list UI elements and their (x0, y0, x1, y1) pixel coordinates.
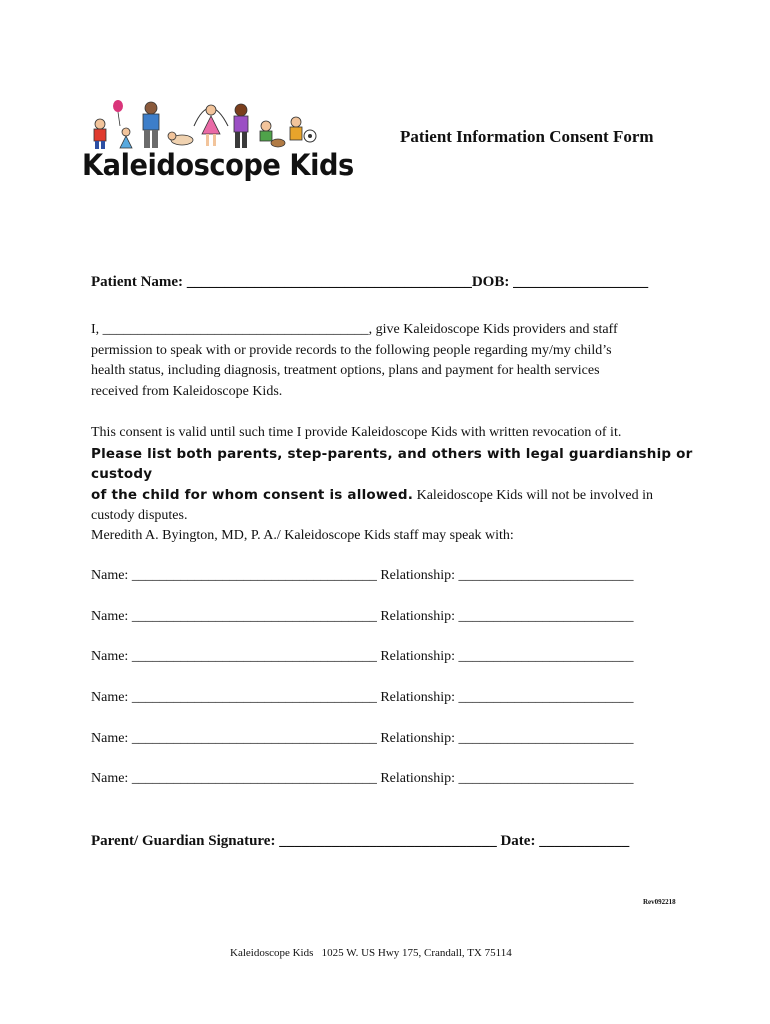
relationship-label: Relationship: (380, 609, 455, 624)
dob-field[interactable]: __________________ (513, 274, 649, 290)
dob-label: DOB: (471, 274, 510, 290)
contact-name-field[interactable]: ___________________________________ (131, 690, 377, 705)
contact-name-label: Name: (91, 568, 129, 583)
form-title: Patient Information Consent Form (400, 127, 654, 146)
patient-info-line (91, 274, 648, 291)
date-label: Date: (500, 833, 536, 849)
validity-line-4: custody disputes. (91, 508, 188, 523)
authorization-line-4: received from Kaleidoscope Kids. (91, 383, 283, 399)
contact-name-field[interactable]: ___________________________________ (131, 609, 377, 624)
validity-paragraph (91, 423, 701, 527)
contact-row-3 (91, 649, 634, 665)
date-field[interactable]: ____________ (539, 833, 630, 849)
kids-cartoon-icon (82, 96, 318, 152)
revision-code: Rev092218 (643, 898, 676, 906)
contact-row-6 (91, 771, 634, 787)
contact-name-label: Name: (91, 690, 129, 705)
relationship-label: Relationship: (380, 771, 455, 786)
contact-name-field[interactable]: ___________________________________ (131, 649, 377, 664)
validity-line-3 (91, 485, 701, 507)
relationship-field[interactable]: _________________________ (458, 649, 634, 664)
relationship-field[interactable]: _________________________ (458, 731, 634, 746)
signature-line (91, 833, 629, 850)
contact-row-1 (91, 568, 634, 584)
relationship-field[interactable]: _________________________ (458, 690, 634, 705)
contact-name-field[interactable]: ___________________________________ (131, 568, 377, 583)
contact-row-2 (91, 609, 634, 625)
authorization-line-3: health status, including diagnosis, treatment options, plans and payment for health services (91, 363, 600, 378)
patient-name-label: Patient Name: (91, 274, 184, 290)
authorization-line-1[interactable]: I, ______________________________________, give Kaleidoscope Kids providers and staff (91, 322, 618, 337)
contact-row-4 (91, 690, 634, 706)
signature-label: Parent/ Guardian Signature: (91, 833, 276, 849)
guardianship-instruction-1: Please list both parents, step-parents, and others with legal guardianship or custody (91, 445, 693, 482)
validity-line-1: This consent is valid until such time I provide Kaleidoscope Kids with written revocation of it. (91, 425, 622, 440)
footer-street-address: 1025 W. US Hwy 175, Crandall, TX 75114 (321, 947, 512, 959)
relationship-field[interactable]: _________________________ (458, 568, 634, 583)
contact-name-field[interactable]: ___________________________________ (131, 771, 377, 786)
authorization-paragraph (91, 320, 701, 402)
relationship-field[interactable]: _________________________ (458, 609, 634, 624)
relationship-field[interactable]: _________________________ (458, 771, 634, 786)
contact-name-field[interactable]: ___________________________________ (131, 731, 377, 746)
footer-address (230, 947, 512, 959)
custody-disclaimer: Kaleidoscope Kids will not be involved in (416, 487, 654, 503)
contact-name-label: Name: (91, 771, 129, 786)
signature-field[interactable]: _____________________________ (279, 833, 497, 849)
contact-name-label: Name: (91, 649, 129, 664)
guardianship-instruction-2: of the child for whom consent is allowed. (91, 486, 414, 503)
contact-row-5 (91, 731, 634, 747)
contact-name-label: Name: (91, 609, 129, 624)
relationship-label: Relationship: (380, 568, 455, 583)
footer-practice-name: Kaleidoscope Kids (230, 947, 314, 959)
relationship-label: Relationship: (380, 690, 455, 705)
relationship-label: Relationship: (380, 649, 455, 664)
patient-name-field[interactable]: ______________________________________ (186, 274, 472, 290)
logo-wordmark: Kaleidoscope Kids (82, 148, 354, 182)
relationship-label: Relationship: (380, 731, 455, 746)
authorization-line-2: permission to speak with or provide records to the following people regarding my/my child’s (91, 342, 612, 358)
kaleidoscope-kids-logo (82, 96, 354, 192)
contact-name-label: Name: (91, 731, 129, 746)
staff-statement: Meredith A. Byington, MD, P. A./ Kaleidoscope Kids staff may speak with: (91, 528, 514, 543)
